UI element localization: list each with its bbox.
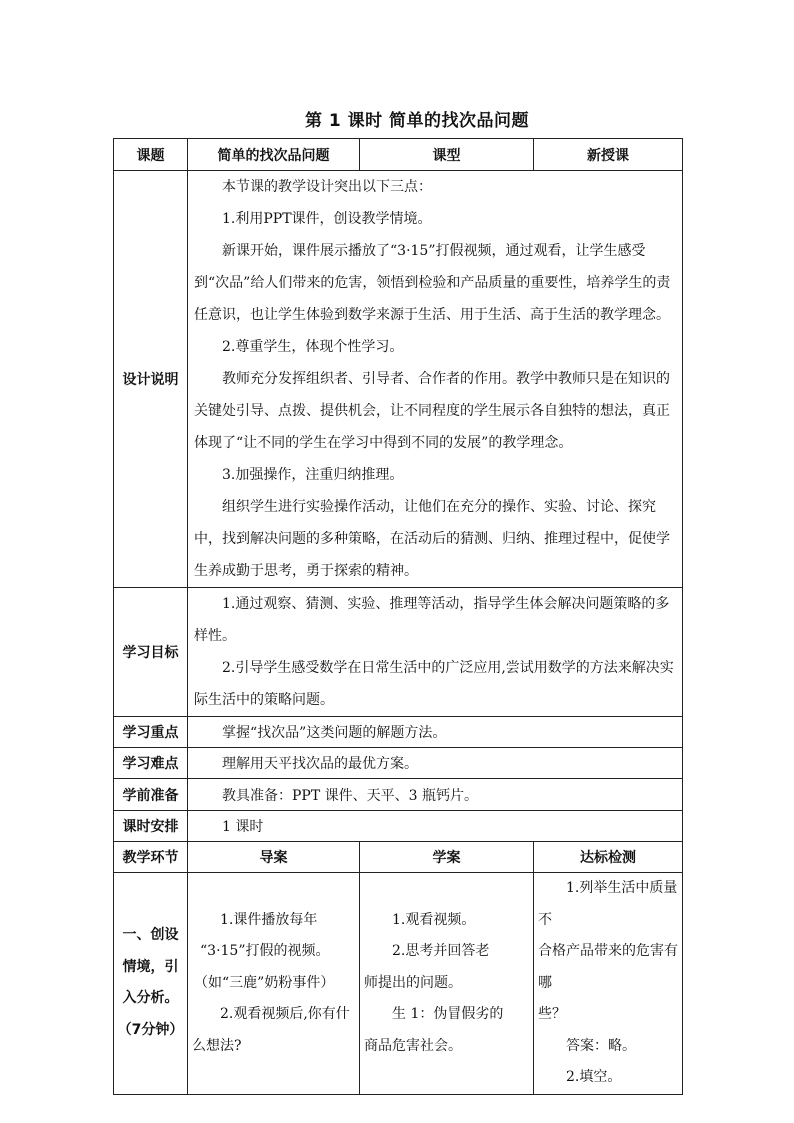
- study-line: 2.思考并回答老: [392, 943, 490, 959]
- guide-line: （如“三鹿”奶粉事件）: [194, 974, 335, 991]
- topic-label: 课题: [114, 139, 188, 171]
- design-paragraph: 组织学生进行实验操作活动，让他们在充分的操作、实验、讨论、探究中，找到解决问题的多种策略，在活动后的猜测、归纳、推理过程中，促使学生养成勤于思考，勇于探索的精神。: [194, 499, 670, 579]
- guide-line: “3·15”打假的视频。: [200, 943, 330, 959]
- topic-value: 简单的找次品问题: [188, 139, 360, 171]
- stage-header: 教学环节: [114, 842, 188, 873]
- study-line: 商品危害社会。: [364, 1037, 462, 1054]
- preparation-value: 教具准备：PPT 课件、天平、3 瓶钙片。: [188, 779, 683, 811]
- guide-line: 1.课件播放每年: [220, 911, 318, 928]
- stage1-study: [360, 873, 534, 1095]
- stage1-label-line: 入分析。: [122, 990, 179, 1007]
- key-point-label: 学习重点: [114, 717, 188, 748]
- design-label: 设计说明: [114, 171, 188, 588]
- stage1-check: [534, 873, 683, 1095]
- study-line: 1.观看视频。: [392, 911, 476, 928]
- key-point-value: 掌握“找次品”这类问题的解题方法。: [188, 717, 683, 748]
- check-header: 达标检测: [534, 842, 683, 873]
- objective-item: 2.引导学生感受数学在日常生活中的广泛应用,尝试用数学的方法来解决实际生活中的策略问题。: [194, 660, 674, 708]
- lesson-plan-table: [113, 138, 683, 1095]
- schedule-label: 课时安排: [114, 811, 188, 842]
- study-line: 师提出的问题。: [364, 974, 462, 991]
- schedule-value: 1 课时: [188, 811, 683, 842]
- difficulty-row: [114, 748, 683, 779]
- difficulty-value: 理解用天平找次品的最优方案。: [188, 748, 683, 779]
- stage1-label-line: 情境，引: [122, 958, 179, 975]
- design-paragraph: 1.利用PPT课件，创设教学情境。: [222, 211, 432, 227]
- design-paragraph: 2.尊重学生，体现个性学习。: [222, 339, 404, 355]
- design-paragraph: 3.加强操作，注重归纳推理。: [222, 467, 404, 483]
- guide-line: 么想法?: [192, 1037, 242, 1054]
- study-line: 生 1：伪冒假劣的: [392, 1006, 504, 1022]
- process-header-row: [114, 842, 683, 873]
- objectives-label: 学习目标: [114, 588, 188, 717]
- stage1-label-line: 一、创设: [122, 927, 179, 944]
- stage1-label-line: （7分钟）: [117, 1021, 184, 1038]
- preparation-label: 学前准备: [114, 779, 188, 811]
- page-title: 第 1 课时 简单的找次品问题: [304, 111, 530, 131]
- check-line: 答案：略。: [566, 1037, 636, 1054]
- check-line: 合格产品带来的危害有哪: [538, 943, 678, 991]
- objectives-row: [114, 588, 683, 717]
- design-paragraph: 本节课的教学设计突出以下三点：: [222, 179, 432, 195]
- stage1-row: [114, 873, 683, 1095]
- study-header: 学案: [360, 842, 534, 873]
- preparation-row: [114, 779, 683, 811]
- schedule-row: [114, 811, 683, 842]
- objective-item: 1.通过观察、猜测、实验、推理等活动，指导学生体会解决问题策略的多样性。: [194, 596, 670, 644]
- check-line: 些？: [538, 1006, 566, 1022]
- key-point-row: [114, 717, 683, 748]
- topic-row: [114, 139, 683, 171]
- guide-header: 导案: [188, 842, 360, 873]
- stage1-label: [114, 873, 188, 1095]
- design-paragraph: 教师充分发挥组织者、引导者、合作者的作用。教学中教师只是在知识的关键处引导、点拨、提供机会，让不同程度的学生展示各自独特的想法，真正体现了“让不同的学生在学习中得到不同的发展”的教学理念。: [194, 371, 670, 451]
- design-paragraph: 新课开始，课件展示播放了“3·15”打假视频，通过观看，让学生感受到“次品”给人们带来的危害，领悟到检验和产品质量的重要性，培养学生的责任意识，也让学生体验到数学来源于生活、用于生活、高于生活的教学理念。: [194, 243, 671, 323]
- lesson-type-value: 新授课: [534, 139, 683, 171]
- objectives-content: [188, 588, 683, 717]
- stage1-guide: [188, 873, 360, 1095]
- guide-line: 2.观看视频后,你有什: [220, 1006, 350, 1022]
- check-line: 1.列举生活中质量不: [538, 880, 678, 928]
- design-row: [114, 171, 683, 588]
- lesson-type-label: 课型: [360, 139, 534, 171]
- difficulty-label: 学习难点: [114, 748, 188, 779]
- check-line: 2.填空。: [566, 1069, 622, 1085]
- design-content: [188, 171, 683, 588]
